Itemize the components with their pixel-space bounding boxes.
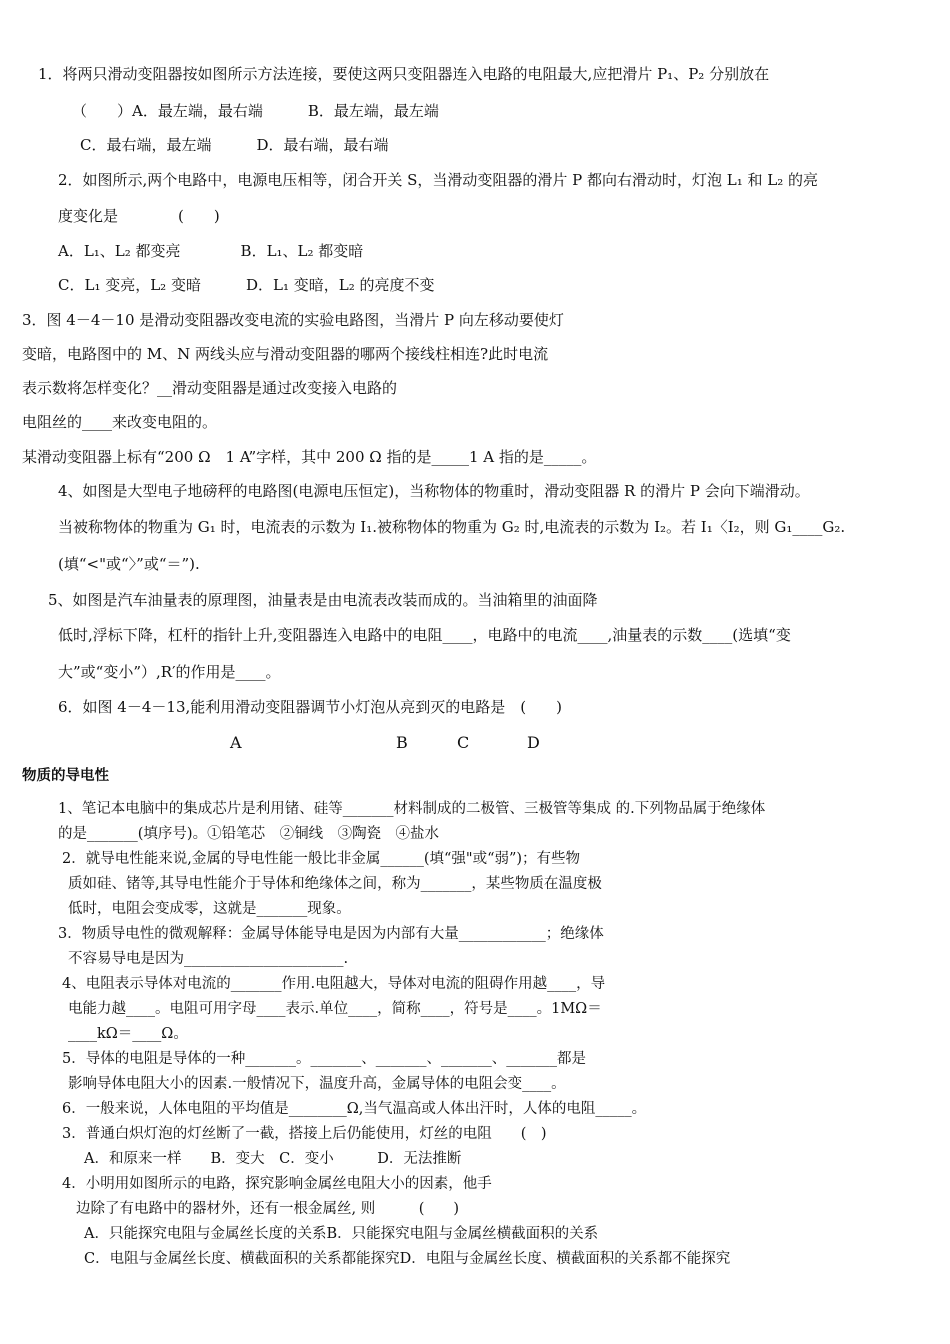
q2-options-ab: A．L₁、L₂ 都变亮 B．L₁、L₂ 都变暗 <box>58 242 364 260</box>
m4-stem: 4、电阻表示导体对电流的_______作用.电阻越大，导体对电流的阻碍作用越____，导 <box>62 976 606 992</box>
q5-stem-cont2: 大”或“变小”）,R′的作用是____。 <box>58 663 281 681</box>
m7-stem: 3．普通白炽灯泡的灯丝断了一截，搭接上后仍能使用，灯丝的电阻 ( ) <box>62 1126 547 1142</box>
m8-stem-cont: 边除了有电路中的器材外，还有一根金属丝, 则 ( ) <box>76 1201 460 1217</box>
q4-stem-cont: 当被称物体的物重为 G₁ 时，电流表的示数为 I₁.被称物体的物重为 G₂ 时,电流表的示数为 I₂。若 I₁〈I₂，则 G₁____G₂. <box>58 518 846 536</box>
m1-stem: 1、笔记本电脑中的集成芯片是利用锗、硅等_______材料制成的二极管、三极管等集成 的.下列物品属于绝缘体 <box>58 801 766 817</box>
m3-stem: 3．物质导电性的微观解释：金属导体能导电是因为内部有大量____________；绝缘体 <box>58 926 604 942</box>
q1-options-cd: C．最右端，最左端 D．最右端，最右端 <box>80 136 389 154</box>
m3-stem-cont: 不容易导电是因为______________________. <box>68 951 349 967</box>
m8-options-ab: A．只能探究电阻与金属丝长度的关系B．只能探究电阻与金属丝横截面积的关系 <box>84 1226 599 1242</box>
q6-option-d-label: D <box>527 733 540 752</box>
m7-options: A．和原来一样 B．变大 C．变小 D．无法推断 <box>84 1151 462 1167</box>
q5-stem: 5、如图是汽车油量表的原理图，油量表是由电流表改装而成的。当油箱里的油面降 <box>48 591 598 609</box>
q4-stem: 4、如图是大型电子地磅秤的电路图(电源电压恒定)，当称物体的物重时，滑动变阻器 R 的滑片 P 会向下端滑动。 <box>58 482 810 500</box>
m2-stem-cont: 质如硅、锗等,其导电性能介于导体和绝缘体之间，称为_______，某些物质在温度极 <box>68 876 602 892</box>
m2-stem-cont2: 低时，电阻会变成零，这就是_______现象。 <box>68 901 351 917</box>
m5-stem-cont: 影响导体电阻大小的因素.一般情况下，温度升高，金属导体的电阻会变____。 <box>68 1076 566 1092</box>
m1-stem-cont: 的是_______(填序号)。①铅笔芯 ②铜线 ③陶瓷 ④盐水 <box>58 826 440 842</box>
q3-stem-cont3: 电阻丝的____来改变电阻的。 <box>22 413 218 431</box>
q3-rating-question: 某滑动变阻器上标有“200 Ω 1 A”字样，其中 200 Ω 指的是_____1 A 指的是_____。 <box>22 448 597 466</box>
q6-option-c-label: C <box>457 733 470 752</box>
m4-stem-cont: 电能力越____。电阻可用字母____表示.单位____，简称____，符号是____。1MΩ＝ <box>68 1001 602 1017</box>
section-title: 物质的导电性 <box>22 768 109 784</box>
q1-stem: 1．将两只滑动变阻器按如图所示方法连接，要使这两只变阻器连入电路的电阻最大,应把滑片 P₁、P₂ 分别放在 <box>38 65 770 83</box>
q3-stem-cont2: 表示数将怎样变化？__滑动变阻器是通过改变接入电路的 <box>22 379 398 397</box>
q4-hint: (填“<"或“〉”或“＝”). <box>58 555 200 573</box>
m2-stem: 2．就导电性能来说,金属的导电性能一般比非金属______(填“强"或“弱”)；有些物 <box>62 851 581 867</box>
q2-stem: 2．如图所示,两个电路中，电源电压相等，闭合开关 S，当滑动变阻器的滑片 P 都向右滑动时，灯泡 L₁ 和 L₂ 的亮 <box>58 171 819 189</box>
m6-stem: 6．一般来说，人体电阻的平均值是________Ω,当气温高或人体出汗时，人体的电阻_____。 <box>62 1101 647 1117</box>
m5-stem: 5．导体的电阻是导体的一种_______。_______、_______、_______、_______都是 <box>62 1051 586 1067</box>
m4-stem-cont2: ____kΩ＝____Ω。 <box>68 1026 188 1042</box>
q6-stem: 6．如图 4－4－13,能利用滑动变阻器调节小灯泡从亮到灭的电路是 ( ) <box>58 698 562 716</box>
q2-options-cd: C．L₁ 变亮，L₂ 变暗 D．L₁ 变暗，L₂ 的亮度不变 <box>58 276 435 294</box>
q3-stem: 3．图 4－4－10 是滑动变阻器改变电流的实验电路图，当滑片 P 向左移动要使灯 <box>22 311 564 329</box>
q1-options-ab: （ ）A．最左端，最右端 B．最左端，最左端 <box>72 102 439 120</box>
q6-option-b-label: B <box>396 733 408 752</box>
q6-option-a-label: A <box>230 733 242 752</box>
q3-stem-cont: 变暗，电路图中的 M、N 两线头应与滑动变阻器的哪两个接线柱相连?此时电流 <box>22 345 549 363</box>
q2-stem-cont: 度变化是 ( ) <box>58 207 220 225</box>
m8-options-cd: C．电阻与金属丝长度、横截面积的关系都能探究D．电阻与金属丝长度、横截面积的关系都不能探究 <box>84 1251 731 1267</box>
q5-stem-cont: 低时,浮标下降，杠杆的指针上升,变阻器连入电路中的电阻____，电路中的电流____,油量表的示数____(选填“变 <box>58 626 791 644</box>
m8-stem: 4．小明用如图所示的电路，探究影响金属丝电阻大小的因素，他手 <box>62 1176 492 1192</box>
